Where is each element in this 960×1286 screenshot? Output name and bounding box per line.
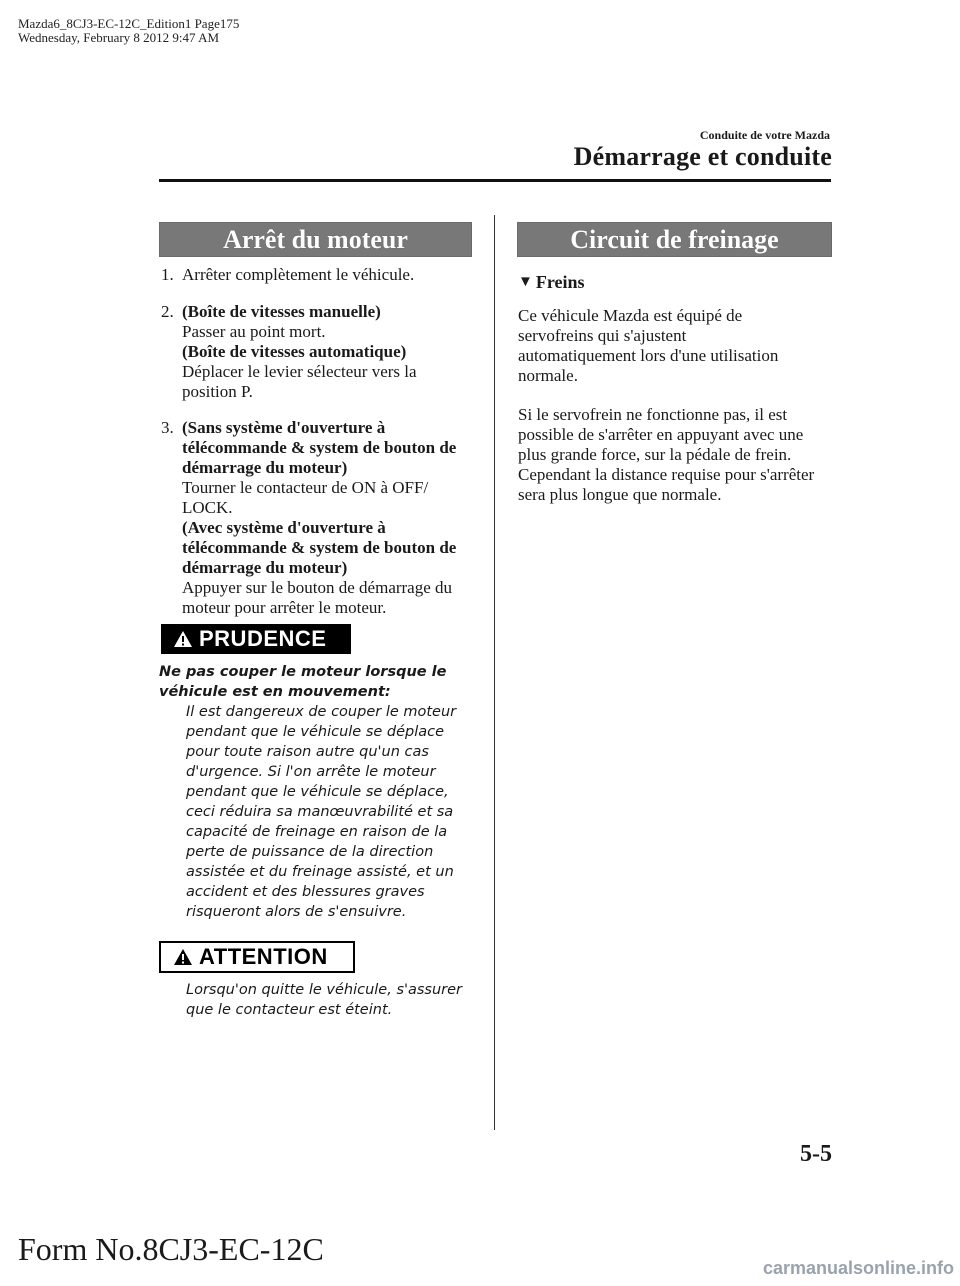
attention-label-text: ATTENTION — [199, 944, 328, 969]
print-meta-line2: Wednesday, February 8 2012 9:47 AM — [18, 30, 220, 45]
step-condition: (Boîte de vitesses manuelle) — [182, 302, 381, 321]
caution-body: Il est dangereux de couper le moteur pendant que le véhicule se déplace pour toute raison autre qu'un cas d'urgence. Si l'on arrête le moteur pendant que le véhicule se déplace, ceci réduira sa manœuvrabilité et sa capacité de freinage en raison de la perte de puissance de la direction assistée et du freinage assisté, et un accident et des blessures graves risqueront alors de s'ensuivre. — [186, 704, 457, 920]
step-condition: (Sans système d'ouverture à télécommande & system de bouton de démarrage du moteur) — [182, 418, 457, 477]
page-number: 5-5 — [800, 1141, 832, 1167]
step-text: Appuyer sur le bouton de démarrage du moteur pour arrêter le moteur. — [182, 578, 453, 617]
warning-triangle-icon — [173, 630, 193, 648]
list-number: 1. — [161, 265, 174, 284]
subheading-text: Freins — [535, 272, 585, 292]
step-text: Arrêter complètement le véhicule. — [182, 265, 415, 284]
warning-triangle-icon — [173, 948, 193, 966]
attention-label — [159, 941, 355, 973]
form-number: Form No.8CJ3-EC-12C — [18, 1231, 324, 1267]
attention-body: Lorsqu'on quitte le véhicule, s'assurer que le contacteur est éteint. — [186, 982, 463, 1018]
watermark: carmanualsonline.info — [762, 1258, 954, 1278]
step-text: Déplacer le levier sélecteur vers la position P. — [182, 362, 417, 401]
section-title-bar-left — [159, 222, 472, 257]
step-text: Passer au point mort. — [182, 322, 326, 341]
subheading-freins — [518, 272, 585, 293]
step-condition: (Boîte de vitesses automatique) — [182, 342, 407, 361]
print-meta-line1: Mazda6_8CJ3-EC-12C_Edition1 Page175 — [18, 16, 240, 31]
step-condition: (Avec système d'ouverture à télécommande & system de bouton de démarrage du moteur) — [182, 518, 457, 577]
section-title-bar-right — [517, 222, 832, 257]
triangle-bullet-icon: ▼ — [518, 274, 533, 290]
caution-label-text: PRUDENCE — [199, 626, 327, 651]
list-number: 3. — [161, 418, 174, 437]
step-text: Tourner le contacteur de ON à OFF/ LOCK. — [182, 478, 429, 517]
running-header-chapter: Démarrage et conduite — [573, 142, 832, 171]
header-rule — [159, 179, 831, 182]
list-item — [161, 418, 481, 618]
paragraph: Si le servofrein ne fonctionne pas, il est possible de s'arrêter en appuyant avec une plus grande force, sur la pédale de frein. Cependant la distance requise pour s'arrêter sera plus longue que normale. — [518, 405, 815, 504]
section-title-arret-moteur: Arrêt du moteur — [223, 225, 408, 254]
list-item — [161, 265, 481, 285]
section-title-circuit-freinage: Circuit de freinage — [570, 225, 779, 254]
caution-heading: Ne pas couper le moteur lorsque le véhicule est en mouvement: — [159, 664, 447, 700]
column-divider — [494, 215, 495, 1130]
list-item — [161, 302, 481, 402]
running-header-section: Conduite de votre Mazda — [699, 128, 830, 142]
list-number: 2. — [161, 302, 174, 321]
paragraph: Ce véhicule Mazda est équipé de servofreins qui s'ajustent automatiquement lors d'une utilisation normale. — [518, 306, 779, 385]
caution-label — [161, 624, 351, 654]
